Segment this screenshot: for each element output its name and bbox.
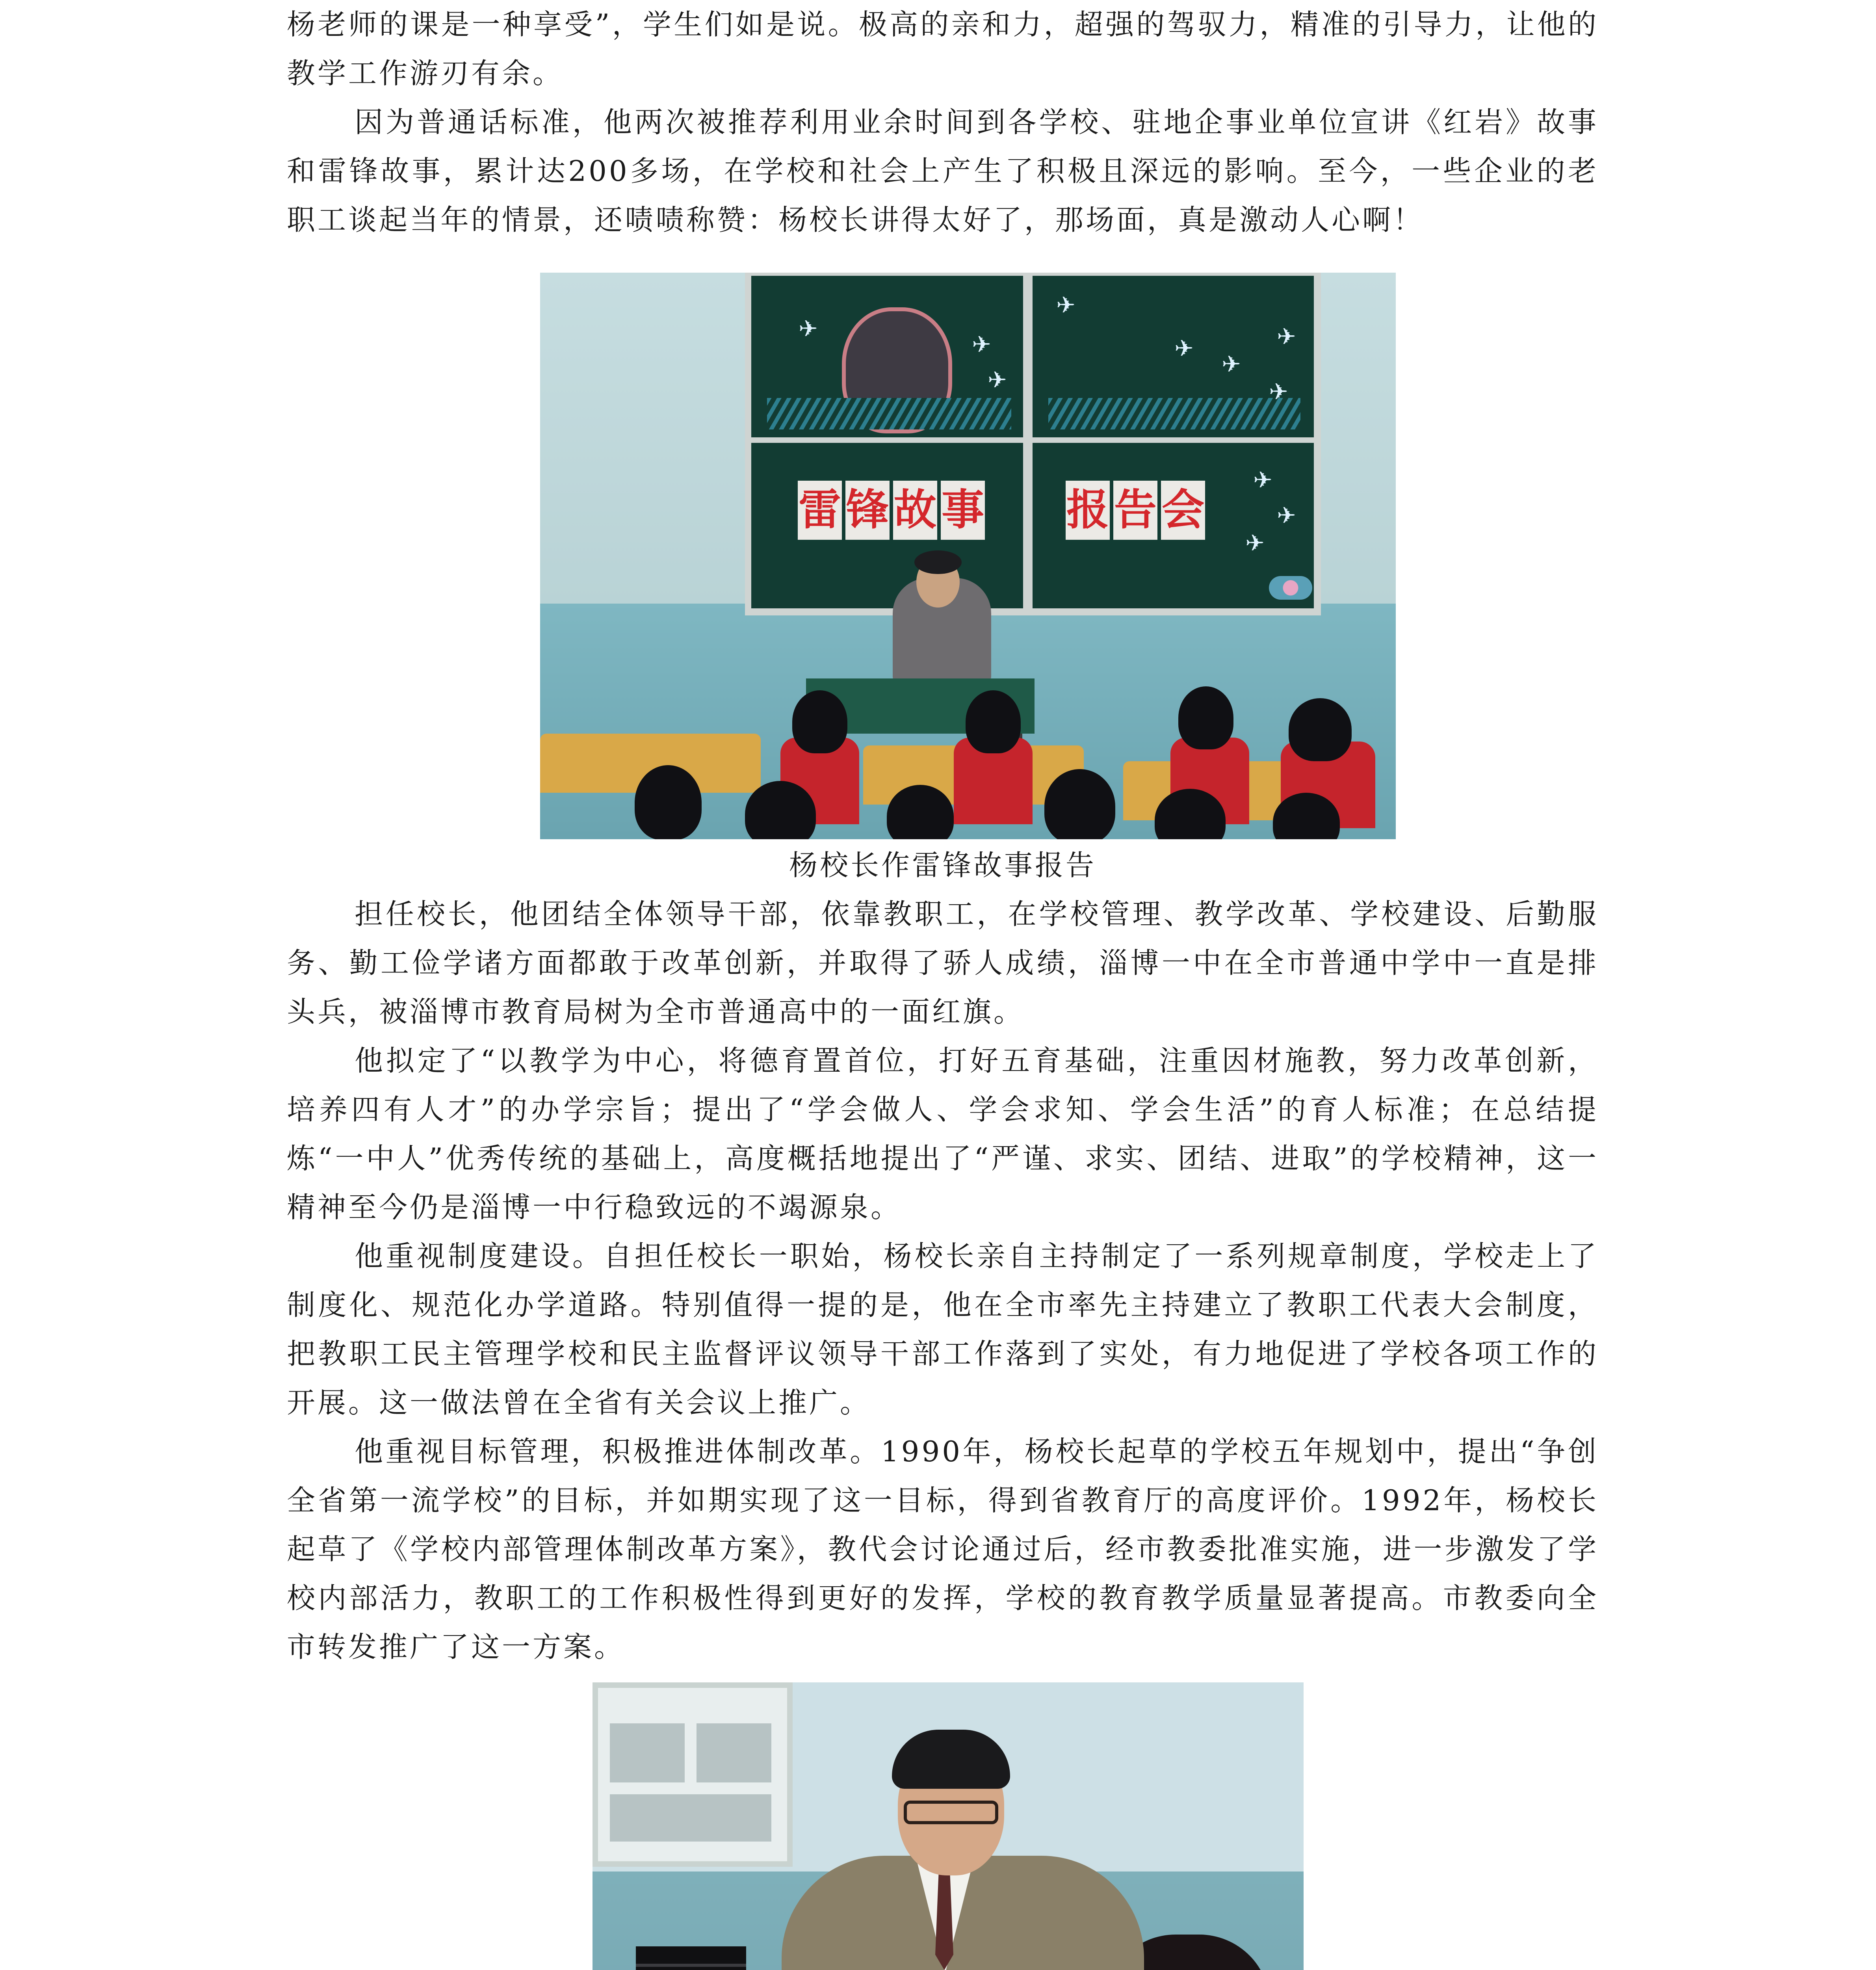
board-char: 锋 xyxy=(845,481,890,540)
board-char: 报 xyxy=(1066,481,1110,540)
paragraph-5: 他重视制度建设。自担任校长一职始，杨校长亲自主持制定了一系列规章制度，学校走上了制度化、规范化办学道路。特别值得一提的是，他在全市率先主持建立了教职工代表大会制度，把教职工民主管理学校和民主监督评议领导干部工作落到了实处，有力地促进了学校各项工作的开展。这一做法曾在全省有关会议上推广。 xyxy=(287,1240,1599,1419)
paragraph-4: 他拟定了“以教学为中心，将德育置首位，打好五育基础，注重因材施教，努力改革创新，培养四有人才”的办学宗旨；提出了“学会做人、学会求知、学会生活”的育人标准；在总结提炼“一中人”优秀传统的基础上，高度概括地提出了“严谨、求实、团结、进取”的学校精神，这一精神至今仍是淄博一中行稳致远的不竭源泉。 xyxy=(287,1044,1599,1224)
board-char: 告 xyxy=(1113,481,1157,540)
document-page xyxy=(287,0,1599,1970)
board-char: 事 xyxy=(941,481,985,540)
board-char: 雷 xyxy=(798,481,842,540)
paragraph-6: 他重视目标管理，积极推进体制改革。1990年，杨校长起草的学校五年规划中，提出“争创全省第一流学校”的目标，并如期实现了这一目标，得到省教育厅的高度评价。1992年，杨校长起草了《学校内部管理体制改革方案》，教代会讨论通过后，经市教委批准实施，进一步激发了学校内部活力，教职工的工作积极性得到更好的发挥，学校的教育教学质量显著提高。市教委向全市转发推广了这一方案。 xyxy=(287,1435,1599,1663)
paragraph-3: 担任校长，他团结全体领导干部，依靠教职工，在学校管理、教学改革、学校建设、后勤服务、勤工俭学诸方面都敢于改革创新，并取得了骄人成绩，淄博一中在全市普通中学中一直是排头兵，被淄博市教育局树为全市普通高中的一面红旗。 xyxy=(287,898,1599,1028)
board-char: 故 xyxy=(893,481,937,540)
paragraph-2: 因为普通话标准，他两次被推荐利用业余时间到各学校、驻地企事业单位宣讲《红岩》故事和雷锋故事，累计达200多场，在学校和社会上产生了积极且深远的影响。至今，一些企业的老职工谈起当年的情景，还啧啧称赞：杨校长讲得太好了，那场面，真是激动人心啊！ xyxy=(287,106,1599,236)
principal-portrait-photo xyxy=(593,1682,1304,1970)
photo-caption: 杨校长作雷锋故事报告 xyxy=(789,849,1096,882)
lecture-photo: ✈ ✈ ✈ ✈ ✈ ✈ ✈ ✈ ✈ ✈ ✈ 雷 锋 故 事 报 告 会 xyxy=(540,273,1396,839)
board-char: 会 xyxy=(1161,481,1205,540)
paragraph-1: 杨老师的课是一种享受”，学生们如是说。极高的亲和力，超强的驾驭力，精准的引导力，让他的教学工作游刃有余。 xyxy=(287,8,1599,90)
